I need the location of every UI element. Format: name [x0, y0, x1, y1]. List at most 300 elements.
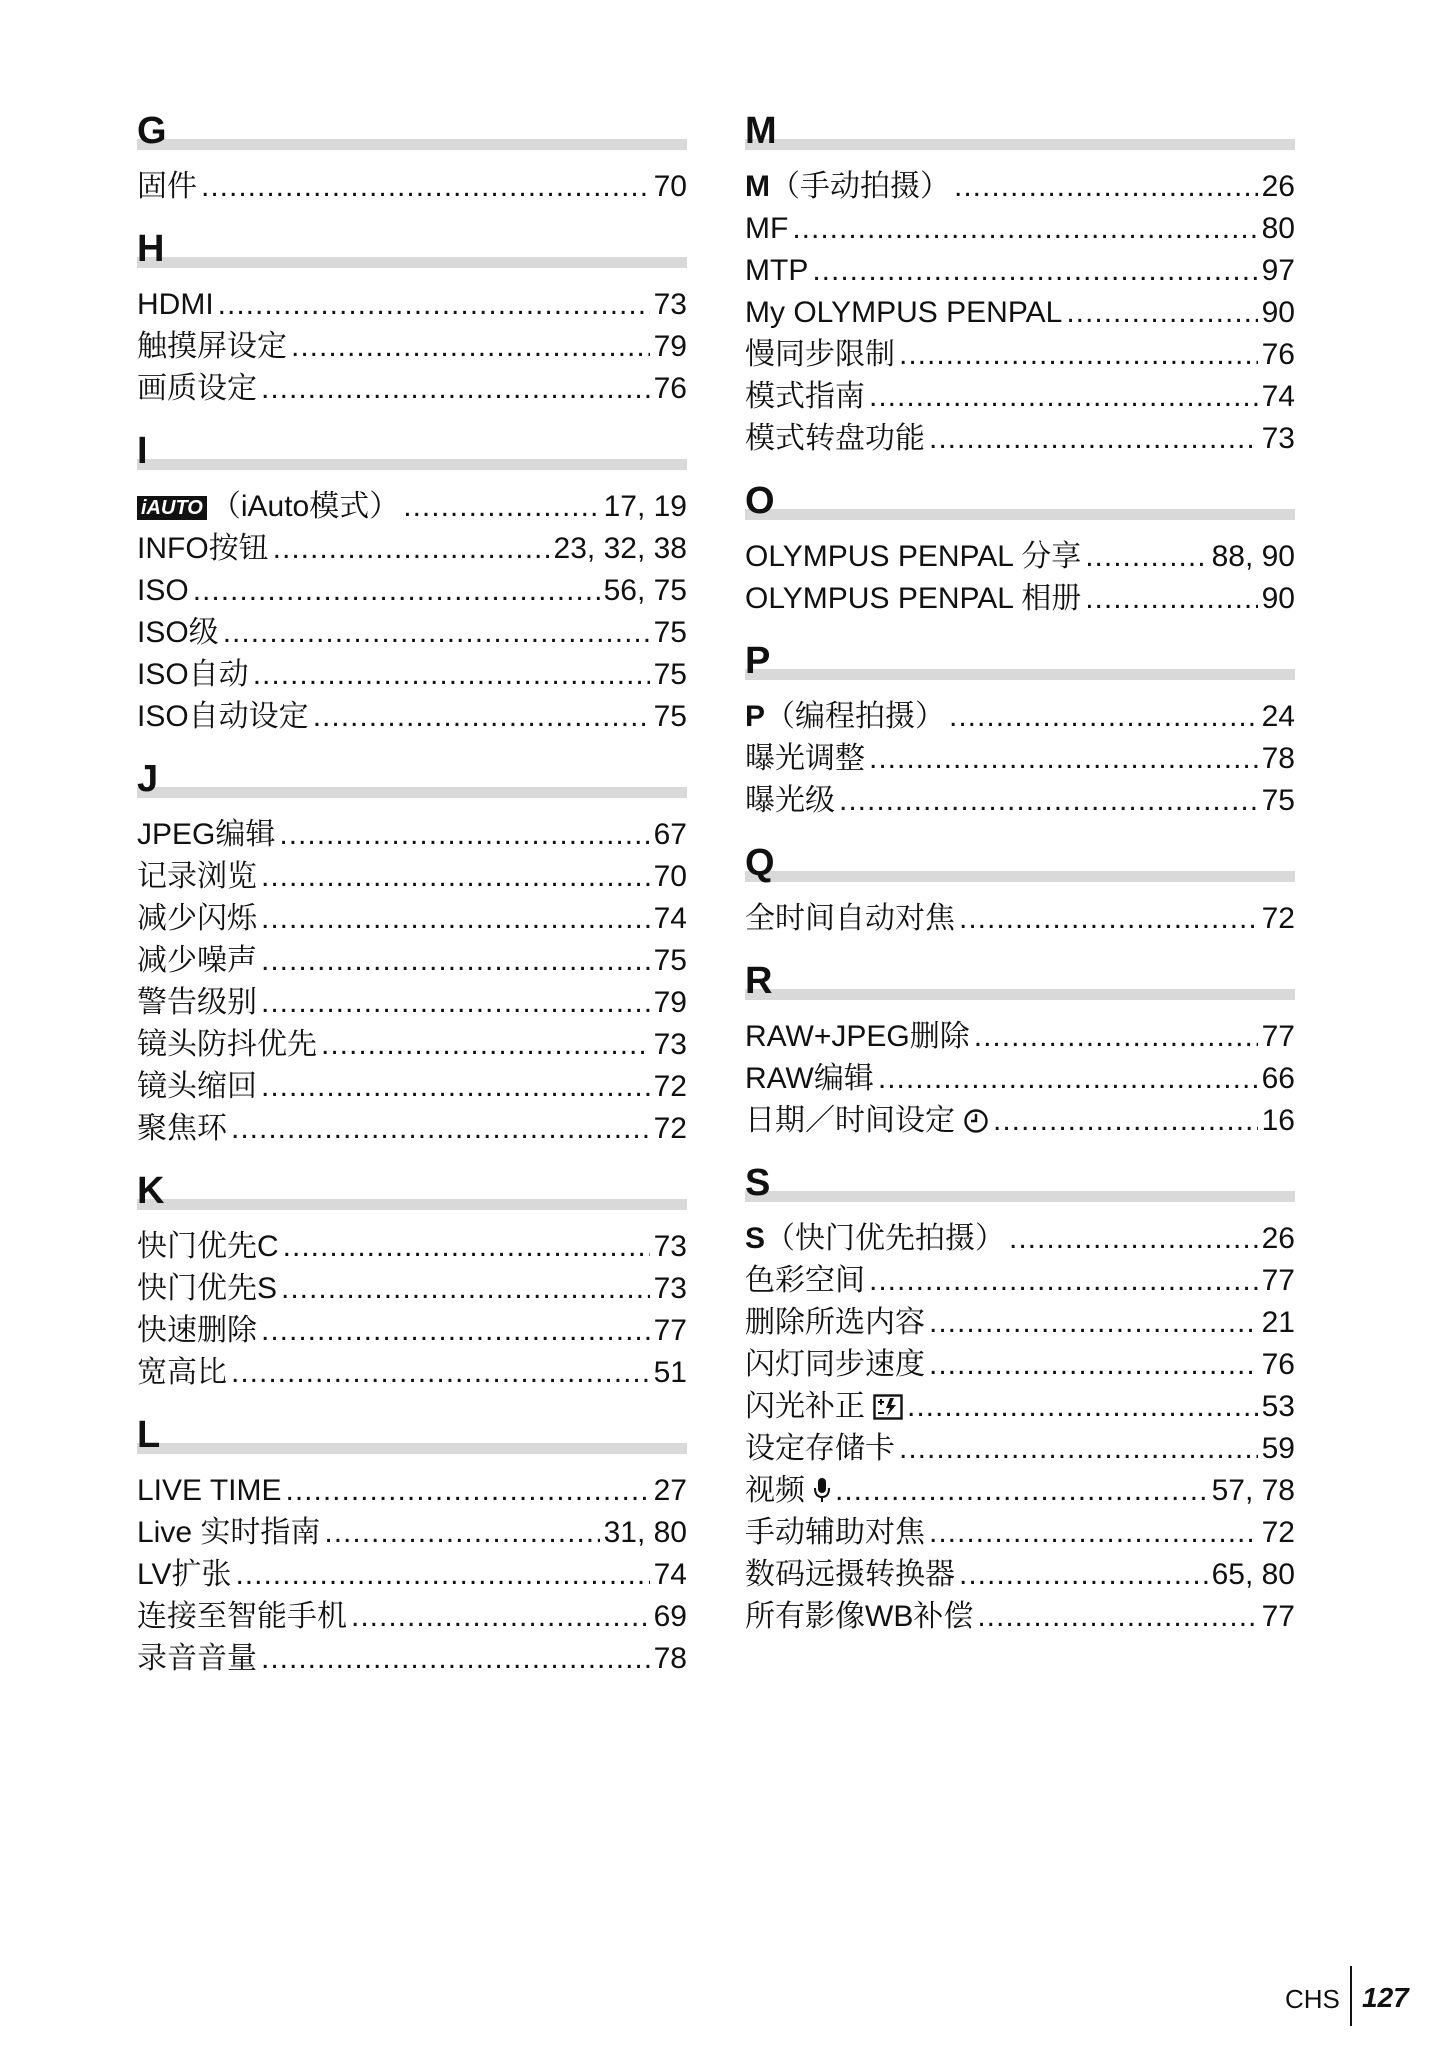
dot-leader	[281, 1268, 650, 1310]
section-letter: P	[745, 640, 771, 682]
entry-term	[745, 738, 865, 780]
entry-label: 所有影像WB补偿	[745, 1600, 974, 1633]
entry-label: 减少闪烁	[137, 902, 257, 935]
entry-page-numbers[interactable]: 76	[653, 372, 687, 405]
dot-leader	[235, 1554, 649, 1596]
entry-page-numbers[interactable]: 75	[653, 658, 687, 691]
entry-page-numbers[interactable]: 73	[1261, 422, 1295, 455]
entry-term	[745, 1058, 874, 1100]
section-header	[745, 108, 1295, 158]
entry-term	[137, 654, 249, 696]
index-entry	[745, 1016, 1295, 1058]
index-entry	[745, 1344, 1295, 1386]
entry-label: LIVE TIME	[137, 1474, 282, 1507]
entry-page-numbers[interactable]: 77	[1261, 1600, 1295, 1633]
index-section-q	[745, 840, 1295, 940]
index-entry	[745, 738, 1295, 780]
index-entry	[137, 1066, 687, 1108]
entry-label: 减少噪声	[137, 944, 257, 977]
entry-label: 镜头防抖优先	[137, 1028, 317, 1061]
entry-page-numbers[interactable]: 26	[1261, 170, 1295, 203]
dot-leader	[929, 1302, 1258, 1344]
entry-page-numbers[interactable]: 97	[1261, 254, 1295, 287]
entry-label: 删除所选内容	[745, 1306, 925, 1339]
entry-page-numbers[interactable]: 77	[1261, 1264, 1295, 1297]
dot-leader	[899, 334, 1258, 376]
dot-leader	[929, 418, 1258, 460]
entry-page-numbers[interactable]: 78	[1261, 742, 1295, 775]
entry-page-numbers[interactable]: 73	[653, 1230, 687, 1263]
entry-page-numbers[interactable]: 76	[1261, 338, 1295, 371]
entry-page-numbers[interactable]: 27	[653, 1474, 687, 1507]
dot-leader	[954, 166, 1258, 208]
section-rule	[137, 1443, 687, 1454]
entry-label: 色彩空间	[745, 1264, 865, 1297]
entry-term	[137, 1554, 231, 1596]
entry-list	[137, 166, 687, 208]
dot-leader	[261, 898, 650, 940]
entry-term	[745, 376, 865, 418]
index-entry	[137, 1024, 687, 1066]
entry-label: HDMI	[137, 288, 214, 321]
index-entry	[137, 696, 687, 738]
entry-term	[745, 1470, 831, 1516]
entry-label: RAW+JPEG删除	[745, 1020, 970, 1053]
dot-leader	[869, 738, 1258, 780]
entry-label: 视频	[745, 1474, 805, 1507]
section-letter: O	[745, 480, 775, 522]
entry-term	[745, 1386, 903, 1432]
entry-label: （编程拍摄）	[765, 700, 946, 733]
entry-label: 触摸屏设定	[137, 330, 287, 363]
entry-term	[137, 166, 197, 208]
entry-page-numbers[interactable]: 79	[653, 330, 687, 363]
section-rule	[745, 871, 1295, 882]
index-entry	[137, 166, 687, 208]
section-rule	[137, 139, 687, 150]
entry-term	[745, 1302, 925, 1344]
dot-leader	[835, 1470, 1208, 1512]
dot-leader	[949, 696, 1258, 738]
entry-list	[745, 898, 1295, 940]
entry-page-numbers[interactable]: 74	[653, 1558, 687, 1591]
flash-compensation-icon	[873, 1390, 903, 1432]
entry-page-numbers[interactable]: 73	[653, 1028, 687, 1061]
entry-page-numbers[interactable]: 67	[653, 818, 687, 851]
entry-label: 数码远摄转换器	[745, 1558, 955, 1591]
index-entry	[137, 368, 687, 410]
entry-term	[137, 326, 287, 368]
section-letter: M	[745, 110, 777, 152]
entry-page-numbers[interactable]: 90	[1261, 582, 1295, 615]
entry-label: 宽高比	[137, 1356, 227, 1389]
entry-page-numbers[interactable]: 53	[1261, 1390, 1295, 1423]
section-letter: G	[137, 110, 167, 152]
entry-term	[137, 1470, 282, 1512]
entry-page-numbers[interactable]: 72	[653, 1112, 687, 1145]
entry-term	[745, 1344, 925, 1386]
section-header	[137, 1412, 687, 1462]
entry-term	[745, 250, 808, 292]
entry-label: ISO级	[137, 616, 219, 649]
dot-leader	[253, 654, 650, 696]
entry-list	[137, 284, 687, 410]
index-entry	[745, 1386, 1295, 1428]
entry-list	[137, 1470, 687, 1680]
dot-leader	[1085, 536, 1207, 578]
section-header	[137, 108, 687, 158]
index-entry	[745, 1512, 1295, 1554]
entry-label: 固件	[137, 170, 197, 203]
entry-page-numbers[interactable]: 72	[653, 1070, 687, 1103]
index-entry	[137, 654, 687, 696]
index-entry	[745, 536, 1295, 578]
entry-term	[137, 1596, 347, 1638]
index-entry	[745, 292, 1295, 334]
entry-list	[137, 1226, 687, 1394]
section-header	[137, 226, 687, 276]
entry-page-numbers[interactable]: 69	[653, 1600, 687, 1633]
entry-label: 快门优先S	[137, 1272, 278, 1305]
entry-term	[745, 1554, 955, 1596]
entry-label: MTP	[745, 254, 809, 287]
entry-label: 曝光级	[745, 784, 835, 817]
clock-icon	[963, 1104, 989, 1146]
index-entry	[137, 612, 687, 654]
entry-page-numbers[interactable]: 73	[653, 1272, 687, 1305]
index-entry	[745, 376, 1295, 418]
dot-leader	[1066, 292, 1257, 334]
dot-leader	[869, 1260, 1258, 1302]
index-entry	[745, 418, 1295, 460]
entry-page-numbers[interactable]: 57, 78	[1211, 1474, 1295, 1507]
index-entry	[137, 1470, 687, 1512]
index-entry	[745, 1302, 1295, 1344]
index-entry	[745, 780, 1295, 822]
dot-leader	[1009, 1218, 1258, 1260]
entry-term	[745, 1016, 970, 1058]
dot-leader	[907, 1386, 1258, 1428]
entry-page-numbers[interactable]: 56, 75	[603, 574, 687, 607]
footer-language: CHS	[1285, 1984, 1340, 2014]
dot-leader	[929, 1344, 1258, 1386]
entry-page-numbers[interactable]: 88, 90	[1211, 540, 1295, 573]
index-section-l	[137, 1412, 687, 1680]
dot-leader	[231, 1352, 650, 1394]
entry-label: 闪灯同步速度	[745, 1348, 925, 1381]
index-entry	[137, 528, 687, 570]
dot-leader	[193, 570, 600, 612]
dot-leader	[959, 898, 1258, 940]
dot-leader	[792, 208, 1257, 250]
entry-term	[745, 1512, 925, 1554]
index-entry	[137, 1226, 687, 1268]
dot-leader	[993, 1100, 1258, 1142]
index-entry	[137, 1596, 687, 1638]
entry-label: 镜头缩回	[137, 1070, 257, 1103]
section-letter: J	[137, 758, 159, 800]
entry-page-numbers[interactable]: 74	[653, 902, 687, 935]
section-letter: Q	[745, 842, 775, 884]
entry-label: 警告级别	[137, 986, 257, 1019]
entry-page-numbers[interactable]: 79	[653, 986, 687, 1019]
section-letter: I	[137, 430, 148, 472]
index-entry	[745, 1218, 1295, 1260]
dot-leader	[218, 284, 650, 326]
index-section-s	[745, 1160, 1295, 1638]
section-letter: H	[137, 228, 165, 270]
entry-label: OLYMPUS PENPAL 相册	[745, 582, 1082, 615]
footer-divider	[1350, 1966, 1352, 2026]
entry-term	[137, 570, 189, 612]
entry-list	[745, 696, 1295, 822]
dot-leader	[273, 528, 550, 570]
index-entry	[137, 570, 687, 612]
entry-list	[745, 1016, 1295, 1142]
index-column-right	[745, 108, 1295, 1656]
entry-term	[745, 1218, 1005, 1260]
entry-page-numbers[interactable]: 72	[1261, 902, 1295, 935]
entry-term	[137, 1638, 257, 1680]
entry-label: 慢同步限制	[745, 338, 895, 371]
section-rule	[137, 459, 687, 470]
dot-leader	[977, 1596, 1257, 1638]
entry-term	[137, 1268, 277, 1310]
section-header	[137, 1168, 687, 1218]
dot-leader	[899, 1428, 1258, 1470]
index-section-g	[137, 108, 687, 208]
section-header	[137, 428, 687, 478]
entry-label: 录音音量	[137, 1642, 257, 1675]
entry-term	[137, 1024, 317, 1066]
entry-term	[745, 696, 945, 738]
dot-leader	[351, 1596, 650, 1638]
index-entry	[137, 1108, 687, 1150]
entry-label: OLYMPUS PENPAL 分享	[745, 540, 1082, 573]
entry-page-numbers[interactable]: 16	[1261, 1104, 1295, 1137]
dot-leader	[261, 940, 650, 982]
index-entry	[137, 1352, 687, 1394]
index-section-r	[745, 958, 1295, 1142]
entry-label: MF	[745, 212, 789, 245]
dot-leader	[929, 1512, 1258, 1554]
entry-page-numbers[interactable]: 26	[1261, 1222, 1295, 1255]
index-entry	[137, 856, 687, 898]
entry-page-numbers[interactable]: 77	[1261, 1020, 1295, 1053]
dot-leader	[324, 1512, 599, 1554]
entry-term	[745, 208, 788, 250]
section-rule	[137, 1199, 687, 1210]
dot-leader	[279, 814, 649, 856]
dot-leader	[313, 696, 650, 738]
index-entry	[745, 696, 1295, 738]
section-rule	[137, 257, 687, 268]
entry-label: 曝光调整	[745, 742, 865, 775]
entry-label: 闪光补正	[745, 1390, 865, 1423]
entry-list	[745, 536, 1295, 620]
index-section-k	[137, 1168, 687, 1394]
entry-term	[745, 1428, 895, 1470]
section-letter: S	[745, 1162, 771, 1204]
entry-label: 记录浏览	[137, 860, 257, 893]
dot-leader	[286, 1470, 650, 1512]
index-section-h	[137, 226, 687, 410]
index-entry	[745, 1260, 1295, 1302]
entry-page-numbers[interactable]: 75	[653, 944, 687, 977]
section-rule	[745, 989, 1295, 1000]
entry-label: 日期／时间设定	[745, 1104, 955, 1137]
entry-term	[137, 1066, 257, 1108]
entry-page-numbers[interactable]: 59	[1261, 1432, 1295, 1465]
entry-label: 全时间自动对焦	[745, 902, 955, 935]
entry-page-numbers[interactable]: 24	[1261, 700, 1295, 733]
index-entry	[137, 982, 687, 1024]
entry-label: ISO自动设定	[137, 700, 309, 733]
entry-label: 模式指南	[745, 380, 865, 413]
entry-term	[137, 368, 257, 410]
index-entry	[137, 814, 687, 856]
entry-page-numbers[interactable]: 51	[653, 1356, 687, 1389]
entry-label: 聚焦环	[137, 1112, 227, 1145]
section-header	[745, 840, 1295, 890]
entry-label: 画质设定	[137, 372, 257, 405]
index-entry	[745, 166, 1295, 208]
entry-page-numbers[interactable]: 21	[1261, 1306, 1295, 1339]
section-rule	[745, 1191, 1295, 1202]
entry-term	[137, 1226, 279, 1268]
entry-page-numbers[interactable]: 31, 80	[603, 1516, 687, 1549]
page-number: 127	[1362, 1982, 1409, 2013]
entry-page-numbers[interactable]: 74	[1261, 380, 1295, 413]
entry-label: 设定存储卡	[745, 1432, 895, 1465]
dot-leader	[959, 1554, 1208, 1596]
dot-leader	[974, 1016, 1258, 1058]
index-entry	[137, 1638, 687, 1680]
dot-leader	[231, 1108, 650, 1150]
index-entry	[137, 1512, 687, 1554]
entry-term	[137, 612, 219, 654]
index-entry	[745, 578, 1295, 620]
entry-page-numbers[interactable]: 76	[1261, 1348, 1295, 1381]
entry-page-numbers[interactable]: 75	[653, 700, 687, 733]
dot-leader	[869, 376, 1258, 418]
entry-label: JPEG编辑	[137, 818, 276, 851]
index-section-i	[137, 428, 687, 738]
entry-term	[745, 578, 1081, 620]
entry-term	[745, 166, 950, 208]
entry-page-numbers[interactable]: 70	[653, 860, 687, 893]
entry-term	[137, 1512, 320, 1554]
entry-label: 连接至智能手机	[137, 1600, 347, 1633]
entry-term	[745, 1260, 865, 1302]
dot-leader	[403, 486, 599, 528]
microphone-icon	[813, 1474, 831, 1516]
entry-page-numbers[interactable]: 75	[653, 616, 687, 649]
entry-page-numbers[interactable]: 77	[653, 1314, 687, 1347]
section-rule	[745, 139, 1295, 150]
entry-term	[745, 1100, 989, 1146]
entry-label: ISO自动	[137, 658, 249, 691]
entry-label: 快速删除	[137, 1314, 257, 1347]
index-entry	[745, 1428, 1295, 1470]
index-entry	[745, 898, 1295, 940]
entry-page-numbers[interactable]: 80	[1261, 212, 1295, 245]
dot-leader	[291, 326, 650, 368]
dot-leader	[261, 982, 650, 1024]
entry-list	[745, 166, 1295, 460]
dot-leader	[261, 1066, 650, 1108]
entry-label: （快门优先拍摄）	[765, 1222, 1006, 1255]
index-entry	[745, 208, 1295, 250]
entry-mode-letter: S	[745, 1222, 766, 1255]
entry-term	[745, 780, 835, 822]
entry-page-numbers[interactable]: 23, 32, 38	[553, 532, 687, 565]
dot-leader	[839, 780, 1258, 822]
index-section-m	[745, 108, 1295, 460]
section-header	[745, 478, 1295, 528]
entry-label: 手动辅助对焦	[745, 1516, 925, 1549]
index-entry	[745, 1596, 1295, 1638]
entry-label: INFO按钮	[137, 532, 269, 565]
index-entry	[745, 1470, 1295, 1512]
index-entry	[745, 1554, 1295, 1596]
entry-term	[137, 528, 269, 570]
entry-page-numbers[interactable]: 65, 80	[1211, 1558, 1295, 1591]
entry-page-numbers[interactable]: 75	[1261, 784, 1295, 817]
entry-page-numbers[interactable]: 70	[653, 170, 687, 203]
entry-term	[745, 418, 925, 460]
index-section-o	[745, 478, 1295, 620]
index-entry	[137, 898, 687, 940]
index-entry	[137, 940, 687, 982]
dot-leader	[261, 1638, 650, 1680]
dot-leader	[878, 1058, 1258, 1100]
entry-term	[137, 982, 257, 1024]
entry-page-numbers[interactable]: 72	[1261, 1516, 1295, 1549]
entry-mode-letter: M	[745, 170, 770, 203]
dot-leader	[812, 250, 1257, 292]
entry-list	[745, 1218, 1295, 1638]
index-entry	[745, 1100, 1295, 1142]
entry-page-numbers[interactable]: 73	[653, 288, 687, 321]
section-rule	[137, 787, 687, 798]
entry-term	[137, 814, 275, 856]
dot-leader	[223, 612, 650, 654]
entry-label: （iAuto模式）	[210, 490, 400, 523]
entry-term	[137, 696, 309, 738]
section-letter: K	[137, 1170, 165, 1212]
dot-leader	[201, 166, 650, 208]
dot-leader	[321, 1024, 650, 1066]
section-header	[137, 756, 687, 806]
entry-page-numbers[interactable]: 78	[653, 1642, 687, 1675]
entry-term	[137, 284, 214, 326]
section-header	[745, 1160, 1295, 1210]
dot-leader	[261, 1310, 650, 1352]
entry-term	[745, 536, 1081, 578]
entry-term	[137, 1108, 227, 1150]
index-entry	[137, 284, 687, 326]
entry-page-numbers[interactable]: 17, 19	[603, 490, 687, 523]
entry-mode-letter: P	[745, 700, 766, 733]
section-header	[745, 958, 1295, 1008]
entry-label: 快门优先C	[137, 1230, 279, 1263]
entry-page-numbers[interactable]: 90	[1261, 296, 1295, 329]
entry-label: 模式转盘功能	[745, 422, 925, 455]
entry-term	[137, 856, 257, 898]
entry-label: Live 实时指南	[137, 1516, 321, 1549]
entry-page-numbers[interactable]: 66	[1261, 1062, 1295, 1095]
